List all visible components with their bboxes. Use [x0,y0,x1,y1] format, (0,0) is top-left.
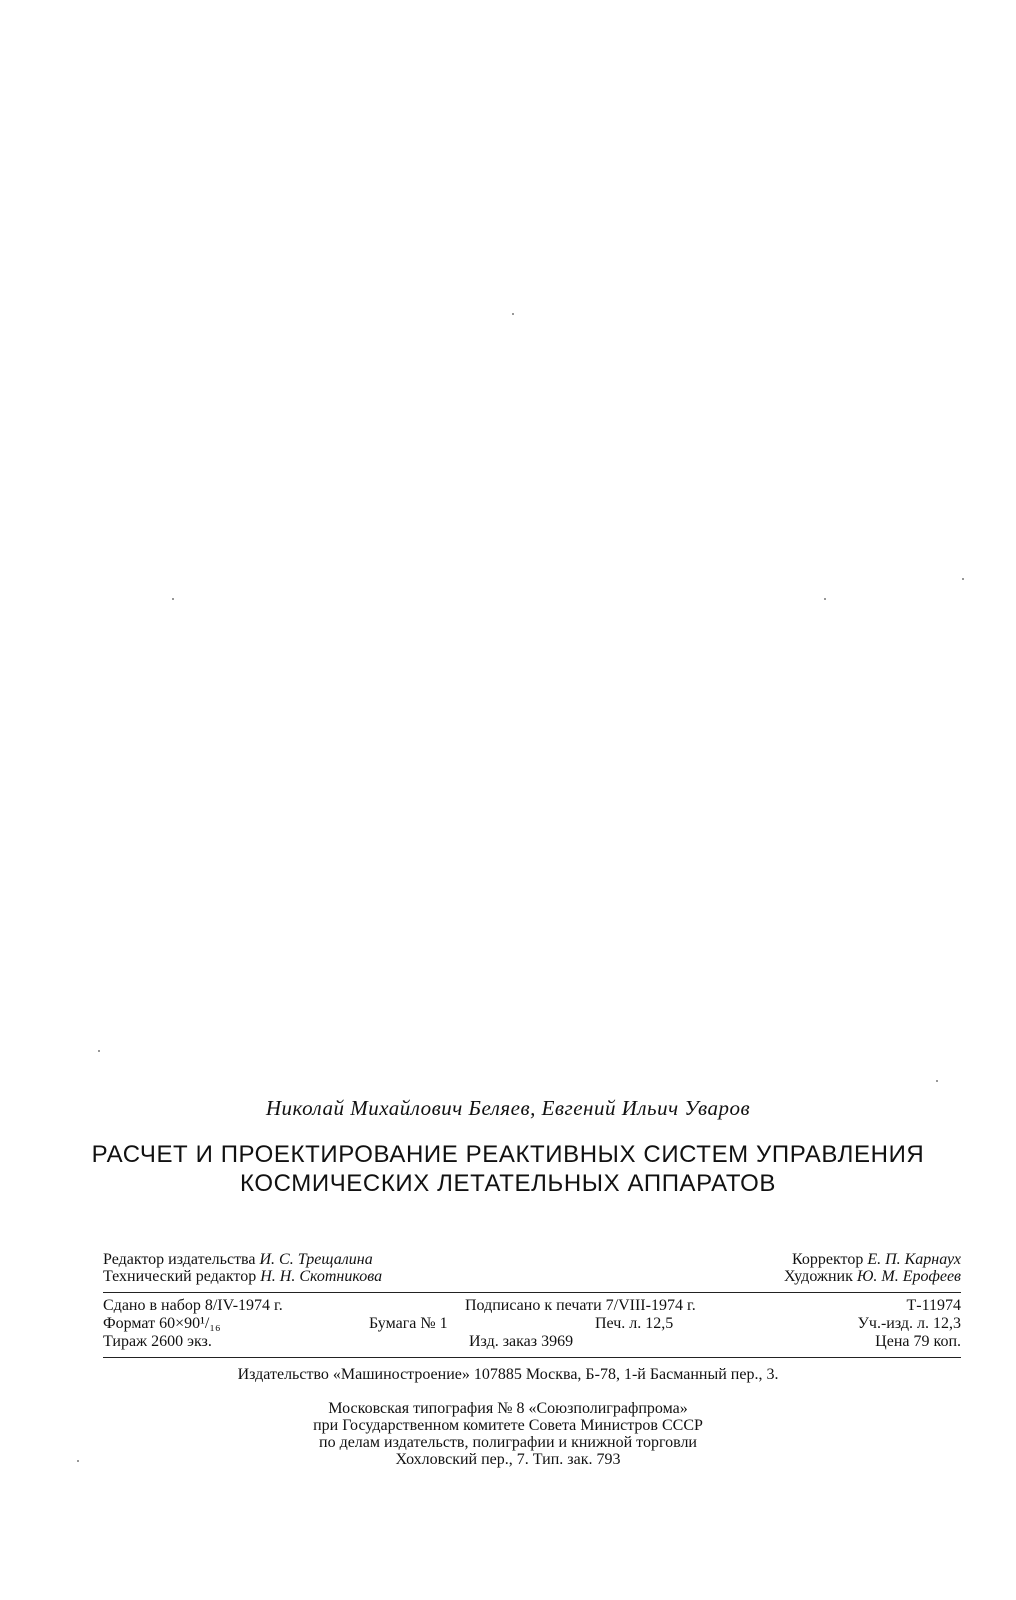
imprint-row-3 [103,1333,961,1351]
artist [784,1268,961,1285]
publishing-editor-name: И. С. Трещалина [259,1251,373,1268]
submitted-date: Сдано в набор 8/IV-1974 г. [103,1297,283,1314]
technical-editor-label: Технический редактор [103,1268,257,1285]
order-number: Изд. заказ 3969 [469,1333,574,1350]
scan-speck [962,578,964,580]
circulation: Тираж 2600 экз. [103,1333,212,1350]
format: Формат 60×90¹/₁₆ [103,1315,221,1332]
printed-sheets: Печ. л. 12,5 [595,1315,674,1332]
print-code: Т-11974 [906,1297,961,1314]
publishing-editor [103,1251,373,1268]
credits-row-1 [103,1251,961,1268]
book-title-line-1: РАСЧЕТ И ПРОЕКТИРОВАНИЕ РЕАКТИВНЫХ СИСТЕМ УПРАВЛЕНИЯ [91,1141,925,1168]
scan-speck [512,313,514,315]
proofreader-name: Е. П. Карнаух [867,1251,961,1268]
printer-line-1: Московская типография № 8 «Союзполиграфпрома» [328,1400,688,1417]
proofreader-label: Корректор [792,1251,864,1268]
imprint-row-1 [103,1297,961,1315]
editorial-credits [103,1251,961,1285]
printer-line-4: Хохловский пер., 7. Тип. зак. 793 [395,1451,621,1468]
publisher-line: Издательство «Машиностроение» 107885 Москва, Б-78, 1-й Басманный пер., 3. [237,1366,779,1383]
divider-rule [103,1357,961,1358]
paper: Бумага № 1 [369,1315,448,1332]
credits-row-2 [103,1268,961,1285]
imprint-row-2 [103,1315,961,1333]
publisher-sheets: Уч.-изд. л. 12,3 [857,1315,961,1332]
authors-line: Николай Михайлович Беляев, Евгений Ильич Уваров [265,1096,751,1120]
divider-rule [103,1292,961,1293]
scan-speck [172,598,174,600]
technical-editor [103,1268,382,1285]
printer-info [0,1400,1016,1468]
technical-editor-name: Н. Н. Скотникова [260,1268,383,1285]
artist-label: Художник [784,1268,853,1285]
printer-line-2: при Государственном комитете Совета Министров СССР [313,1417,703,1434]
scan-speck [824,598,826,600]
price: Цена 79 коп. [875,1333,961,1350]
scan-speck [936,1080,938,1082]
publishing-editor-label: Редактор издательства [103,1251,256,1268]
imprint-details [103,1297,961,1351]
proofreader [792,1251,961,1268]
signed-date: Подписано к печати 7/VIII-1974 г. [465,1297,696,1314]
scan-speck [98,1050,100,1052]
printer-line-3: по делам издательств, полиграфии и книжной торговли [319,1434,697,1451]
artist-name: Ю. М. Ерофеев [856,1268,961,1285]
book-title [0,1140,1016,1198]
book-title-line-2: КОСМИЧЕСКИХ ЛЕТАТЕЛЬНЫХ АППАРАТОВ [240,1170,776,1197]
